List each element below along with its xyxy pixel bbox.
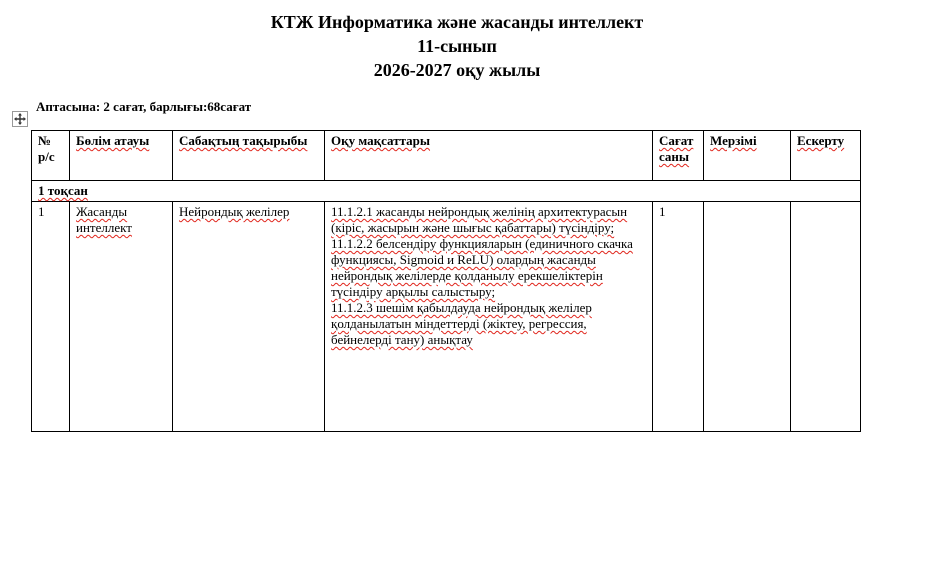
header-num: № р/с — [32, 131, 70, 181]
cell-hours: 1 — [653, 202, 704, 432]
move-arrows-icon — [14, 113, 26, 125]
cell-date — [704, 202, 791, 432]
page-title — [0, 10, 914, 82]
cell-topic: Нейрондық желілер — [173, 202, 325, 432]
title-line-2: 11-сынып — [417, 36, 497, 56]
quarter-label: 1 тоқсан — [32, 181, 861, 202]
cell-objectives — [325, 202, 653, 432]
header-section: Бөлім атауы — [70, 131, 173, 181]
objective-3: 11.1.2.3 шешім қабылдауда нейрондық желілер қолданылатын міндеттерді (жіктеу, регрессия, бейнелерді тану) анықтау — [331, 300, 592, 347]
header-objectives: Оқу мақсаттары — [325, 131, 653, 181]
table-row — [32, 202, 861, 432]
header-note: Ескерту — [791, 131, 861, 181]
cell-note — [791, 202, 861, 432]
objective-1: 11.1.2.1 жасанды нейрондық желінің архитектурасын (кіріс, жасырын және шығыс қабаттары) түсіндіру; — [331, 204, 628, 235]
table-move-handle[interactable] — [12, 111, 28, 127]
curriculum-table — [31, 130, 861, 432]
header-date: Мерзімі — [704, 131, 791, 181]
objective-2: 11.1.2.2 белсендіру функцияларын (единичного скачка функциясы, Sigmoid и ReLU) олардың жасанды нейрондық желілерде қолданылу ерекшеліктерін түсіндіру арқылы салыстыру; — [331, 236, 633, 299]
hours-note: Аптасына: 2 сағат, барлығы:68сағат — [36, 99, 252, 114]
cell-num: 1 — [32, 202, 70, 432]
title-line-3: 2026-2027 оқу жылы — [373, 60, 541, 80]
quarter-row — [32, 181, 861, 202]
header-hours: Сағат саны — [653, 131, 704, 181]
header-topic: Сабақтың тақырыбы — [173, 131, 325, 181]
cell-section: Жасанды интеллект — [70, 202, 173, 432]
table-header-row — [32, 131, 861, 181]
title-line-1: КТЖ Информатика және жасанды интеллект — [270, 12, 644, 32]
